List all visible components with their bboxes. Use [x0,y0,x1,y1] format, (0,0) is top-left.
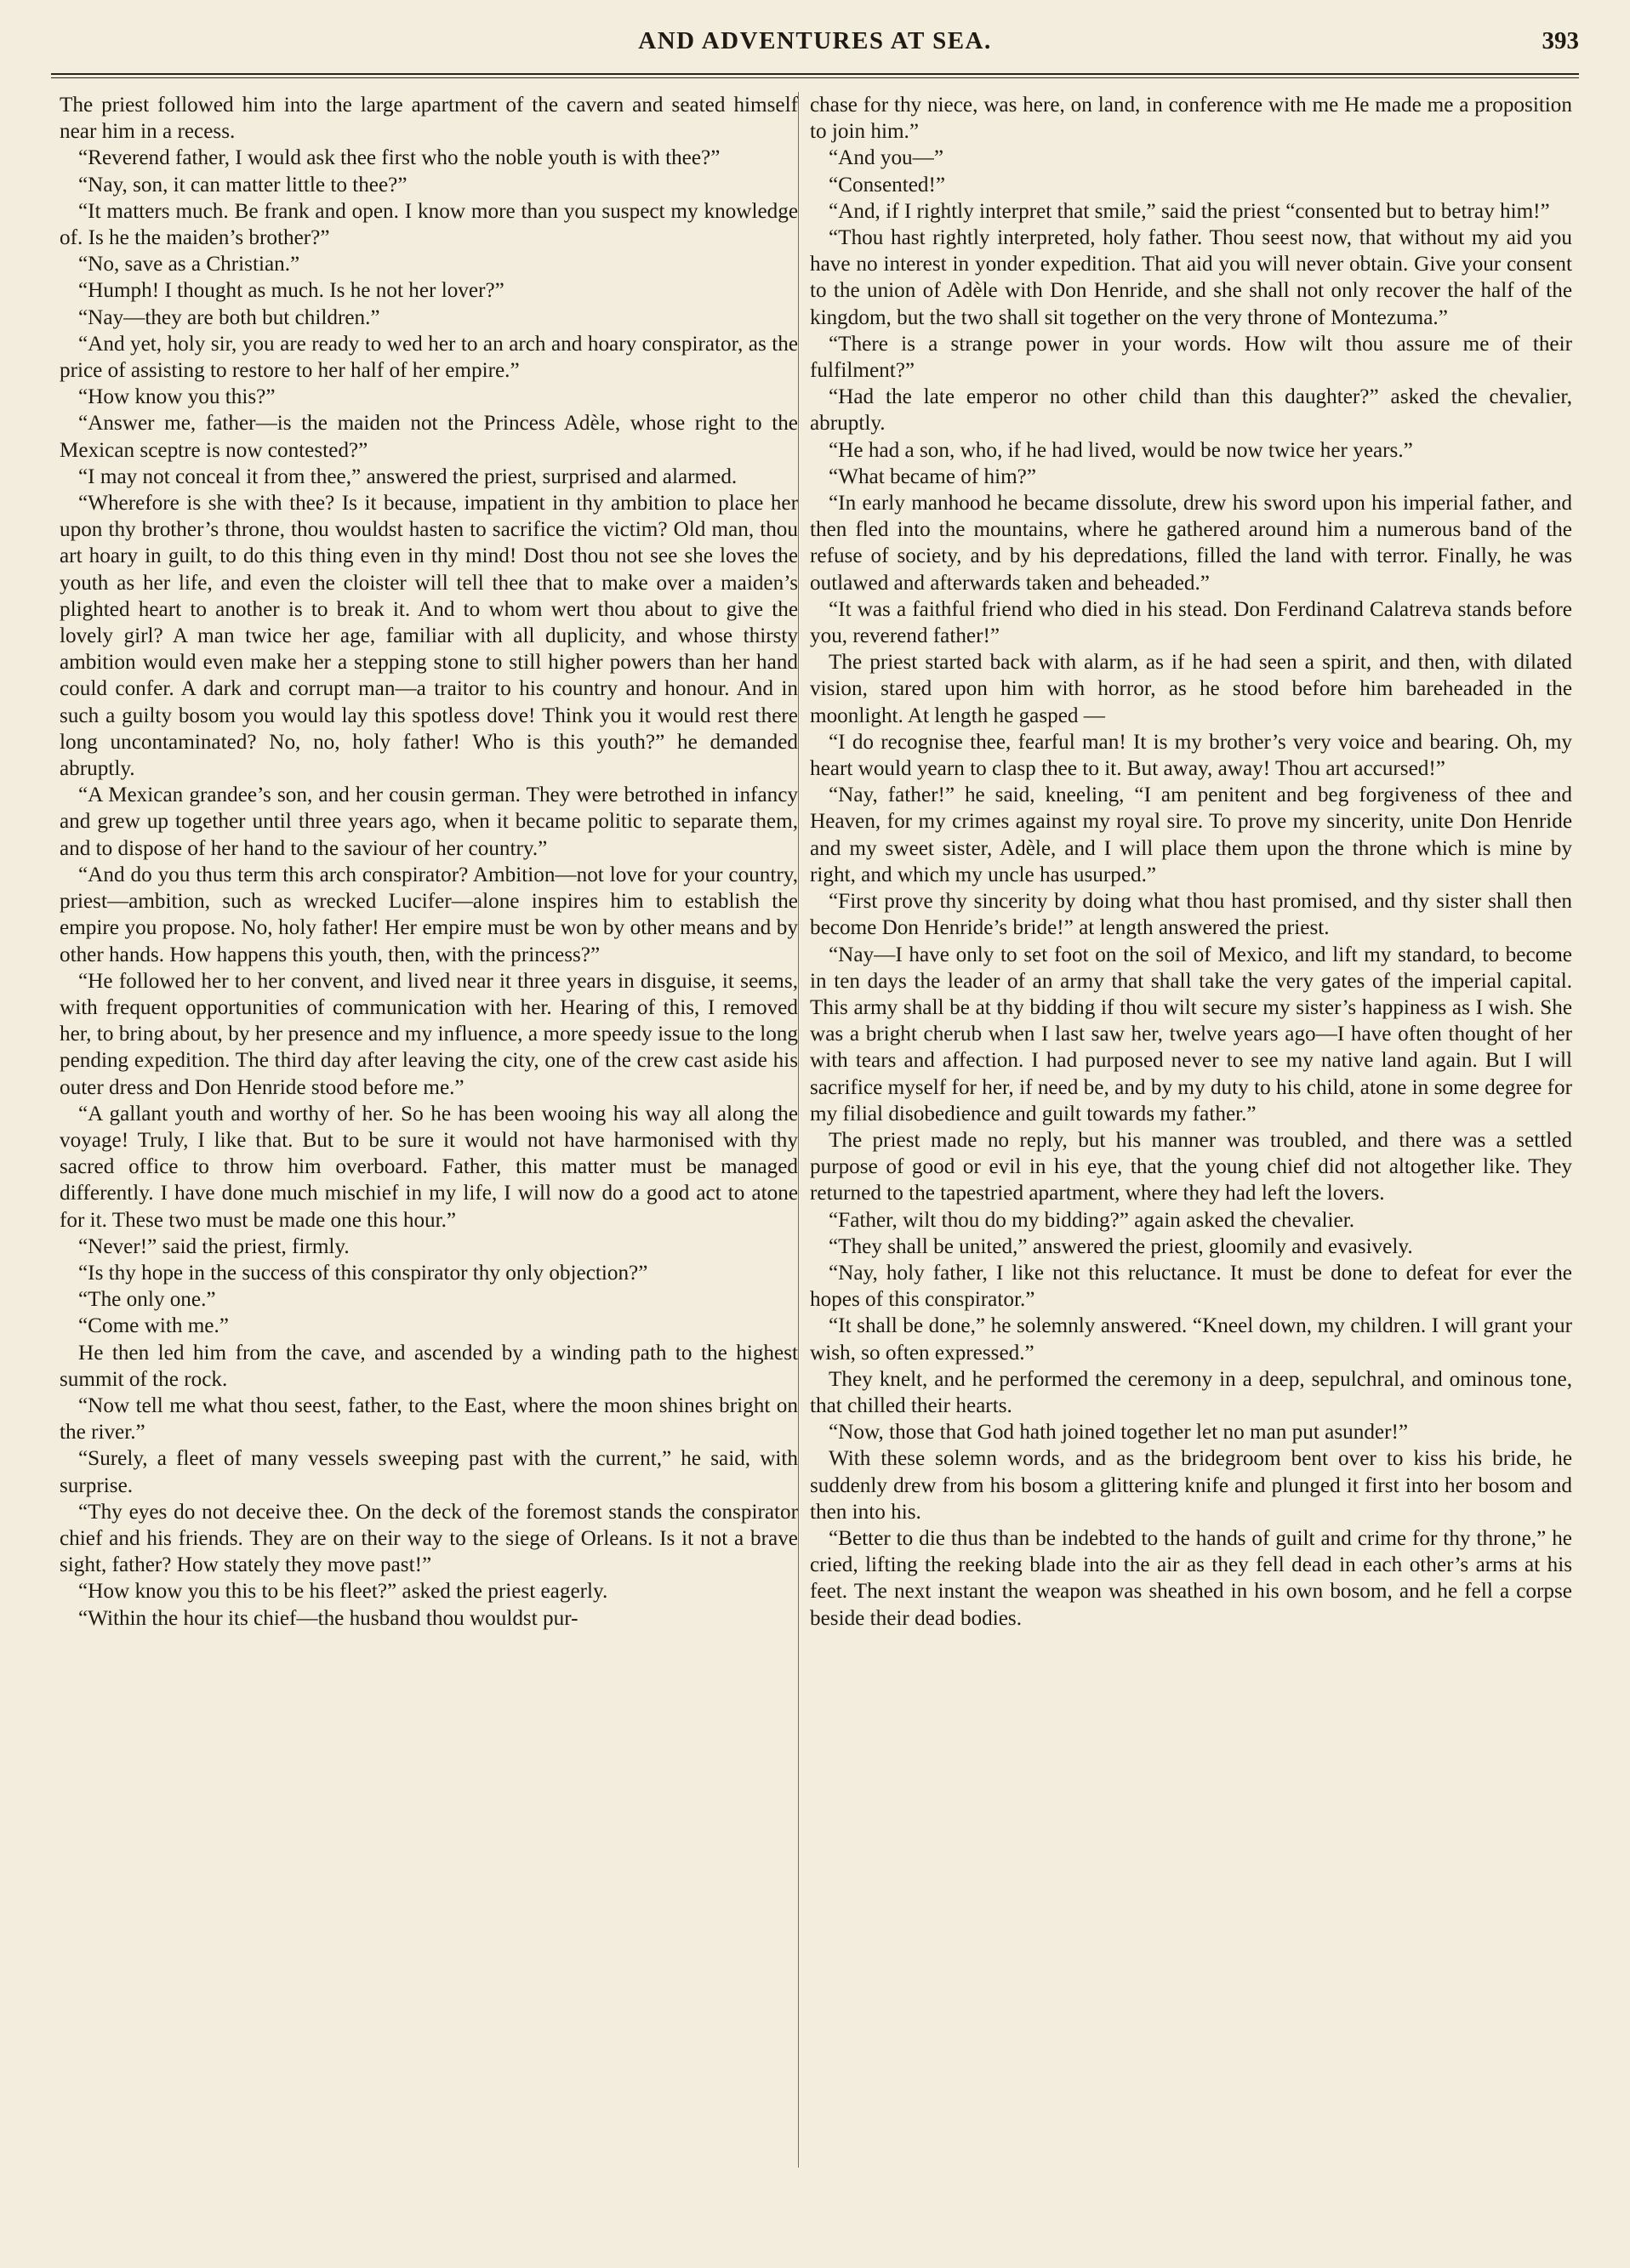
paragraph: The priest followed him into the large apartment of the cavern and seated himself near him in a recess. [60,94,798,144]
paragraph: The priest started back with alarm, as if he had seen a spirit, and then, with dilated vision, stared upon him with horror, as he stood before him bareheaded in the moonlight. At length he gasped — [810,651,1572,727]
header-rule-thin [51,77,1579,78]
right-column [810,92,1572,1632]
paragraph: They knelt, and he performed the ceremony in a deep, sepulchral, and ominous tone, that chilled their hearts. [810,1367,1572,1417]
paragraph: “And, if I rightly interpret that smile,” said the priest “consented but to betray him!” [829,199,1550,223]
header-rule [51,73,1579,75]
paragraph: “How know you this to be his fleet?” asked the priest eagerly. [78,1580,608,1604]
paragraph: With these solemn words, and as the bridegroom bent over to kiss his bride, he suddenly drew from his bosom a glittering knife and plunged it first into her bosom and then into his. [810,1447,1572,1524]
paragraph: “Come with me.” [78,1314,229,1338]
paragraph: “Wherefore is she with thee? Is it because, impatient in thy ambition to place her upon thy brother’s throne, thou wouldst hasten to sacrifice the victim? Old man, thou art hoary in guilt, to do this thing even in thy mind! Dost thou not see she loves the youth as her life, and even the cloister will tell thee that to make over a maiden’s plighted heart to another is to break it. And to whom wert thou about to give the lovely girl? A man twice her age, familiar with all duplicity, and whose thirsty ambition would even make her a stepping stone to still higher powers than her hand could confer. A dark and corrupt man—a traitor to his country and honour. And in such a guilty bosom you would lay this spotless dove! Think you it would rest there long uncontaminated? No, no, holy father! Who is this youth?” he demanded abruptly. [60,492,798,781]
paragraph: “Thou hast rightly interpreted, holy father. Thou seest now, that without my aid you have no interest in yonder expedition. That aid you will never obtain. Give your consent to the union of Adèle with Don Henride, and she shall not only recover the half of the kingdom, but the two shall sit together on the very throne of Montezuma.” [810,226,1572,329]
left-column [60,92,798,1632]
page-number: 393 [1542,27,1579,54]
paragraph: He then led him from the cave, and ascended by a winding path to the highest summit of the rock. [60,1341,798,1391]
paragraph: “Within the hour its chief—the husband thou wouldst pur- [78,1606,578,1630]
page-header [51,26,1579,68]
paragraph: “First prove thy sincerity by doing what thou hast promised, and thy sister shall then become Don Henride’s bride!” at length answered the priest. [810,890,1572,940]
paragraph: “Consented!” [829,173,946,197]
paragraph: “He followed her to her convent, and lived near it three years in disguise, it seems, with frequent opportunities of communication with her. Hearing of this, I removed her, to bring about, by her presence and my influence, a more speedy issue to the long pending expedition. The third day after leaving the city, one of the crew cast aside his outer dress and Don Henride stood before me.” [60,969,798,1099]
paragraph: “In early manhood he became dissolute, drew his sword upon his imperial father, and then fled into the mountains, where he gathered around him a numerous band of the refuse of society, and by his depredations, filled the land with terror. Finally, he was outlawed and afterwards taken and beheaded.” [810,492,1572,595]
paragraph: “Father, wilt thou do my bidding?” again asked the chevalier. [829,1208,1355,1232]
paragraph: “A gallant youth and worthy of her. So he has been wooing his way all along the voyage! Truly, I like that. But to be sure it would not have harmonised with thy sacred office to throw him overboard. Father, this matter must be managed differently. I have done much mischief in my life, I will now do a good act to atone for it. These two must be made one this hour.” [60,1102,798,1232]
paragraph: “Nay, father!” he said, kneeling, “I am penitent and beg forgiveness of thee and Heaven, for my crimes against my royal sire. To prove my sincerity, unite Don Henride and my sweet sister, Adèle, and I will place them upon the throne which is mine by right, and which my uncle has usurped.” [810,784,1572,886]
paragraph: “Surely, a fleet of many vessels sweeping past with the current,” he said, with surprise. [60,1447,798,1497]
paragraph: chase for thy niece, was here, on land, in conference with me He made me a proposition to join him.” [810,94,1572,144]
paragraph: “And you—” [829,146,944,170]
paragraph: “He had a son, who, if he had lived, would be now twice her years.” [829,438,1413,462]
paragraph: “They shall be united,” answered the priest, gloomily and evasively. [829,1234,1413,1258]
paragraph: “Had the late emperor no other child than this daughter?” asked the chevalier, abruptly. [810,385,1572,436]
paragraph: “I do recognise thee, fearful man! It is my brother’s very voice and bearing. Oh, my heart would yearn to clasp thee to it. But away, away! Thou art accursed!” [810,730,1572,781]
paragraph: “Reverend father, I would ask thee first who the noble youth is with thee?” [78,146,721,170]
paragraph: “Nay, son, it can matter little to thee?” [78,173,408,197]
paragraph: “Now tell me what thou seest, father, to the East, where the moon shines bright on the river.” [60,1393,798,1445]
paragraph: “I may not conceal it from thee,” answered the priest, surprised and alarmed. [78,464,738,488]
paragraph: “Thy eyes do not deceive thee. On the deck of the foremost stands the conspirator chief and his friends. They are on their way to the siege of Orleans. Is it not a brave sight, father? How stately they move past!” [60,1500,798,1577]
paragraph: “Nay, holy father, I like not this reluctance. It must be done to defeat for ever the hopes of this conspirator.” [810,1261,1572,1312]
paragraph: “Humph! I thought as much. Is he not her lover?” [78,279,504,303]
paragraph: “And yet, holy sir, you are ready to wed her to an arch and hoary conspirator, as the price of assisting to restore to her half of her empire.” [60,332,798,383]
paragraph: The priest made no reply, but his manner was troubled, and there was a settled purpose of good or evil in his eye, that the young chief did not altogether like. They returned to the tapestried apartment, where they had left the lovers. [810,1128,1572,1205]
paragraph: “Better to die thus than be indebted to the hands of guilt and crime for thy throne,” he cried, lifting the reeking blade into the air as they fell dead in each other’s arms at his feet. The next instant the weapon was sheathed in his own bosom, and he fell a corpse beside their dead bodies. [810,1526,1572,1630]
paragraph: “A Mexican grandee’s son, and her cousin german. They were betrothed in infancy and grew up together until three years ago, when it became politic to separate them, and to dispose of her hand to the saviour of her country.” [60,784,798,860]
paragraph: “Answer me, father—is the maiden not the Princess Adèle, whose right to the Mexican sceptre is now contested?” [60,412,798,462]
paragraph: “Nay—I have only to set foot on the soil of Mexico, and lift my standard, to become in ten days the leader of an army that shall take the very gates of the imperial capital. This army shall be at thy bidding if thou wilt secure my sister’s happiness as I wish. She was a bright cherub when I last saw her, twelve years ago—I have often thought of her with tears and affection. I had purposed never to see my native land again. But I will sacrifice myself for her, if need be, and by my duty to his child, atone in some degree for my filial disobedience and guilt towards my father.” [810,943,1572,1125]
column-divider [798,92,799,2168]
paragraph: “Never!” said the priest, firmly. [78,1234,350,1258]
running-title: AND ADVENTURES AT SEA. [638,27,992,54]
paragraph: “There is a strange power in your words. How wilt thou assure me of their fulfilment?” [810,332,1572,383]
paragraph: “It matters much. Be frank and open. I know more than you suspect my knowledge of. Is he the maiden’s brother?” [60,199,798,250]
paragraph: “And do you thus term this arch conspirator? Ambition—not love for your country, priest—ambition, such as wrecked Lucifer—alone inspires him to establish the empire you propose. No, holy father! Her empire must be won by other means and by other hands. How happens this youth, then, with the princess?” [60,863,798,966]
paragraph: “Now, those that God hath joined together let no man put asunder!” [829,1421,1409,1445]
paragraph: “No, save as a Christian.” [78,253,300,276]
paragraph: “What became of him?” [829,464,1037,488]
paragraph: “The only one.” [78,1288,216,1312]
paragraph: “It shall be done,” he solemnly answered. “Kneel down, my children. I will grant your wish, so often expressed.” [810,1314,1572,1365]
paragraph: “Nay—they are both but children.” [78,305,380,329]
paragraph: “Is thy hope in the success of this conspirator thy only objection?” [78,1261,648,1285]
paragraph: “It was a faithful friend who died in his stead. Don Ferdinand Calatreva stands before you, reverend father!” [810,597,1572,648]
paragraph: “How know you this?” [78,385,276,409]
